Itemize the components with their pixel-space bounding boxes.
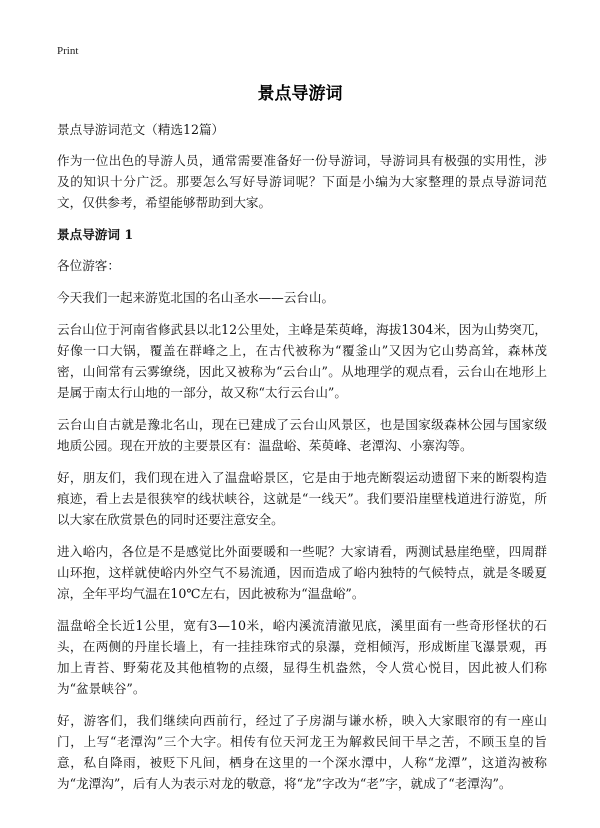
- document-body: [57, 119, 547, 805]
- paragraph: 云台山位于河南省修武县以北12公里处，主峰是茱萸峰，海拔1304米，因为山势突兀，好像一口大锅，覆盖在群峰之上，在古代被称为“覆釜山”又因为它山势高耸，森林茂密，山间常有云雾缭绕，因此又被称为“云台山”。从地理学的观点看，云台山在地形上是属于南太行山地的一部分，故又称“太行云台山”。: [57, 322, 547, 400]
- paragraph: 好，朋友们，我们现在进入了温盘峪景区，它是由于地壳断裂运动遗留下来的断裂构造痕迹，看上去是很狭窄的线状峡谷，这就是“一线天”。我们要沿崖壁栈道进行游览，所以大家在欣赏景色的同时还要注意安全。: [57, 470, 547, 527]
- intro-paragraph: 作为一位出色的导游人员，通常需要准备好一份导游词，导游词具有极强的实用性，涉及的知识十分广泛。那要怎么写好导游词呢？下面是小编为大家整理的景点导游词范文，仅供参考，希望能够帮助到大家。: [57, 153, 547, 210]
- section-heading: 景点导游词 1: [57, 227, 134, 242]
- print-label: Print: [57, 45, 79, 57]
- paragraph-greeting: 各位游客：: [57, 258, 120, 273]
- paragraph: 温盘峪全长近1公里，宽有3—10米，峪内溪流清澈见底，溪里面有一些奇形怪状的石头，在两侧的丹崖长墙上，有一挂挂珠帘式的泉瀑，竞相倾泻，形成断崖飞瀑景观，再加上青苔、野菊花及其他植物的点缀，显得生机盎然，令人赏心悦目，因此被人们称为“盆景峡谷”。: [57, 618, 547, 696]
- paragraph: 进入峪内，各位是不是感觉比外面要暖和一些呢？大家请看，两测试悬崖绝壁，四周群山环抱，这样就使峪内外空气不易流通，因而造成了峪内独特的气候特点，就是冬暖夏凉，全年平均气温在10℃左右，因此被称为“温盘峪”。: [57, 544, 547, 601]
- paragraph: 云台山自古就是豫北名山，现在已建成了云台山风景区，也是国家级森林公园与国家级地质公园。现在开放的主要景区有：温盘峪、茱萸峰、老潭沟、小寨沟等。: [57, 417, 547, 453]
- paragraph: 好，游客们，我们继续向西前行，经过了子房湖与谦水桥，映入大家眼帘的有一座山门，上写“老潭沟”三个大字。相传有位天河龙王为解救民间干旱之苦，不顾玉皇的旨意，私自降雨，被贬下凡间，栖身在这里的一个深水潭中，人称“龙潭”，这道沟被称为“龙潭沟”，后有人为表示对龙的敬意，将“龙”字改为“老”字，就成了“老潭沟”。: [57, 713, 547, 791]
- document-title: 景点导游词: [257, 84, 343, 104]
- document-subtitle: 景点导游词范文（精选12篇）: [57, 122, 225, 137]
- paragraph: 今天我们一起来游览北国的名山圣水——云台山。: [57, 290, 335, 305]
